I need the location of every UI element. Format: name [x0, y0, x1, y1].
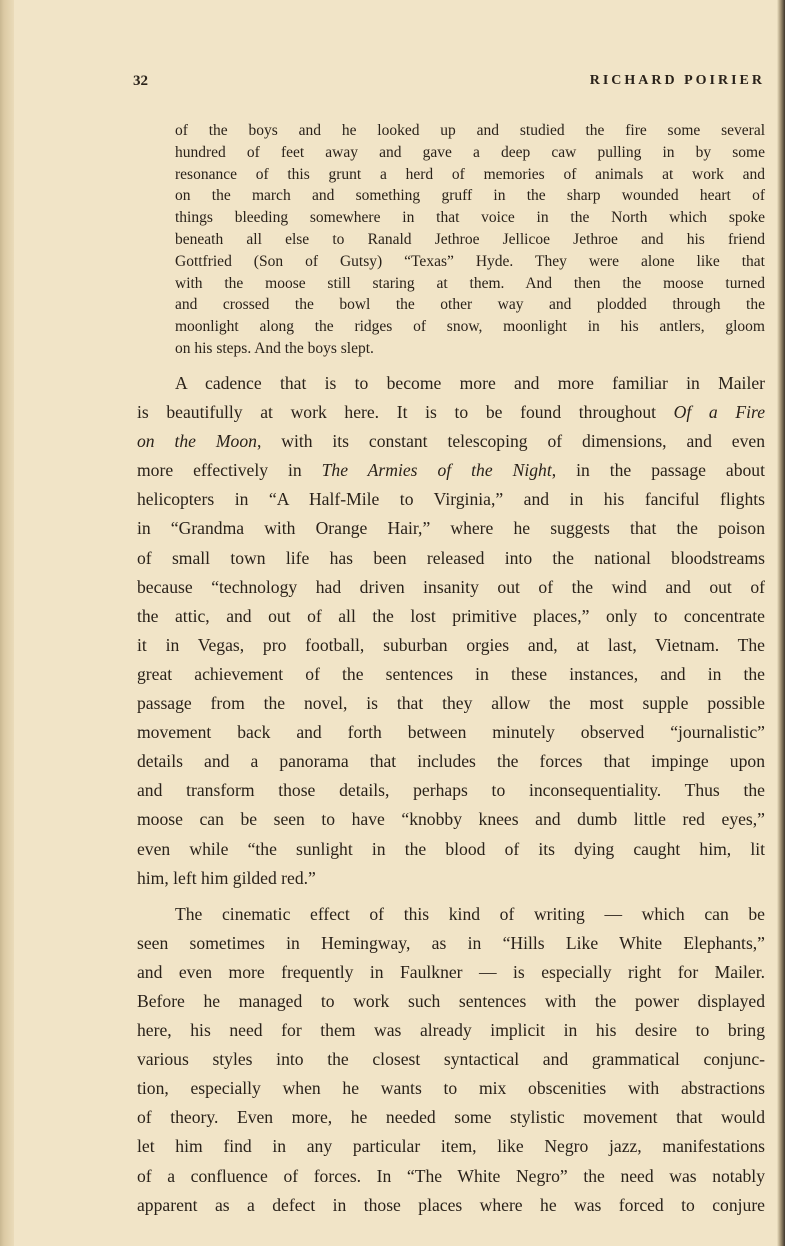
paragraph-1 [137, 369, 765, 893]
quote-line: with the moose still staring at them. And then the moose turned [175, 274, 765, 292]
text-line: moose can be seen to have “knobby knees and dumb little red eyes,” [137, 809, 765, 830]
text-line: great achievement of the sentences in these instances, and in the [137, 663, 765, 684]
running-head: RICHARD POIRIER [589, 73, 765, 88]
quote-line: of the boys and he looked up and studied the fire some several [175, 122, 765, 139]
page-edge-shadow [777, 0, 785, 1246]
quote-line: and crossed the bowl the other way and plodded through the [175, 296, 765, 314]
text-line: passage from the novel, is that they allow the most supple possible [137, 693, 765, 714]
text-line: more effectively in The Armies of the Night, in the passage about [137, 460, 765, 481]
text-line: because “technology had driven insanity out of the wind and out of [137, 576, 765, 597]
paragraph-2 [137, 900, 765, 1220]
text-line: apparent as a defect in those places where he was forced to conjure [137, 1194, 765, 1215]
text-line: is beautifully at work here. It is to be found throughout Of a Fire [137, 402, 765, 423]
text-line: The cinematic effect of this kind of writing — which can be [175, 903, 765, 924]
text-line: and even more frequently in Faulkner — is especially right for Mailer. [137, 961, 765, 982]
text-line: on the Moon, with its constant telescoping of dimensions, and even [137, 431, 765, 452]
quote-line: on his steps. And the boys slept. [175, 339, 374, 357]
text-line: tion, especially when he wants to mix obscenities with abstractions [137, 1078, 765, 1099]
text-line: of a confluence of forces. In “The White Negro” the need was notably [137, 1165, 765, 1186]
quote-line: hundred of feet away and gave a deep caw pulling in by some [175, 143, 765, 161]
text-line: helicopters in “A Half-Mile to Virginia,” and in his fanciful flights [137, 489, 765, 510]
text-line: movement back and forth between minutely observed “journalistic” [137, 722, 765, 743]
text-line: let him find in any particular item, like Negro jazz, manifestations [137, 1136, 765, 1157]
text-line: of small town life has been released into the national bloodstreams [137, 547, 765, 568]
text-line: and transform those details, perhaps to inconsequentiality. Thus the [137, 780, 765, 801]
text-line: of theory. Even more, he needed some stylistic movement that would [137, 1107, 765, 1128]
quote-line: on the march and something gruff in the sharp wounded heart of [175, 187, 765, 205]
page-header [133, 73, 765, 93]
text-line: in “Grandma with Orange Hair,” where he suggests that the poison [137, 518, 765, 539]
text-line: him, left him gilded red.” [137, 867, 316, 888]
quote-line: beneath all else to Ranald Jethroe Jellicoe Jethroe and his friend [175, 230, 765, 248]
text-line: the attic, and out of all the lost primitive places,” only to concentrate [137, 605, 765, 626]
text-line: even while “the sunlight in the blood of its dying caught him, lit [137, 838, 765, 859]
page-binding-shadow [0, 0, 14, 1246]
text-line: Before he managed to work such sentences with the power displayed [137, 990, 765, 1011]
text-line: various styles into the closest syntactical and grammatical conjunc- [137, 1049, 765, 1070]
quote-line: things bleeding somewhere in that voice in the North which spoke [175, 209, 765, 227]
text-line: A cadence that is to become more and more familiar in Mailer [175, 373, 765, 393]
body-text [137, 369, 765, 1220]
block-quote [175, 120, 765, 360]
quote-line: moonlight along the ridges of snow, moonlight in his antlers, gloom [175, 318, 765, 336]
text-line: seen sometimes in Hemingway, as in “Hills Like White Elephants,” [137, 932, 765, 953]
quote-line: resonance of this grunt a herd of memories of animals at work and [175, 165, 765, 183]
page-number: 32 [133, 73, 148, 89]
text-line: details and a panorama that includes the forces that impinge upon [137, 751, 765, 772]
text-line: it in Vegas, pro football, suburban orgies and, at last, Vietnam. The [137, 634, 765, 655]
quote-line: Gottfried (Son of Gutsy) “Texas” Hyde. They were alone like that [175, 252, 765, 270]
paragraph-gap [137, 893, 765, 900]
text-line: here, his need for them was already implicit in his desire to bring [137, 1020, 765, 1041]
